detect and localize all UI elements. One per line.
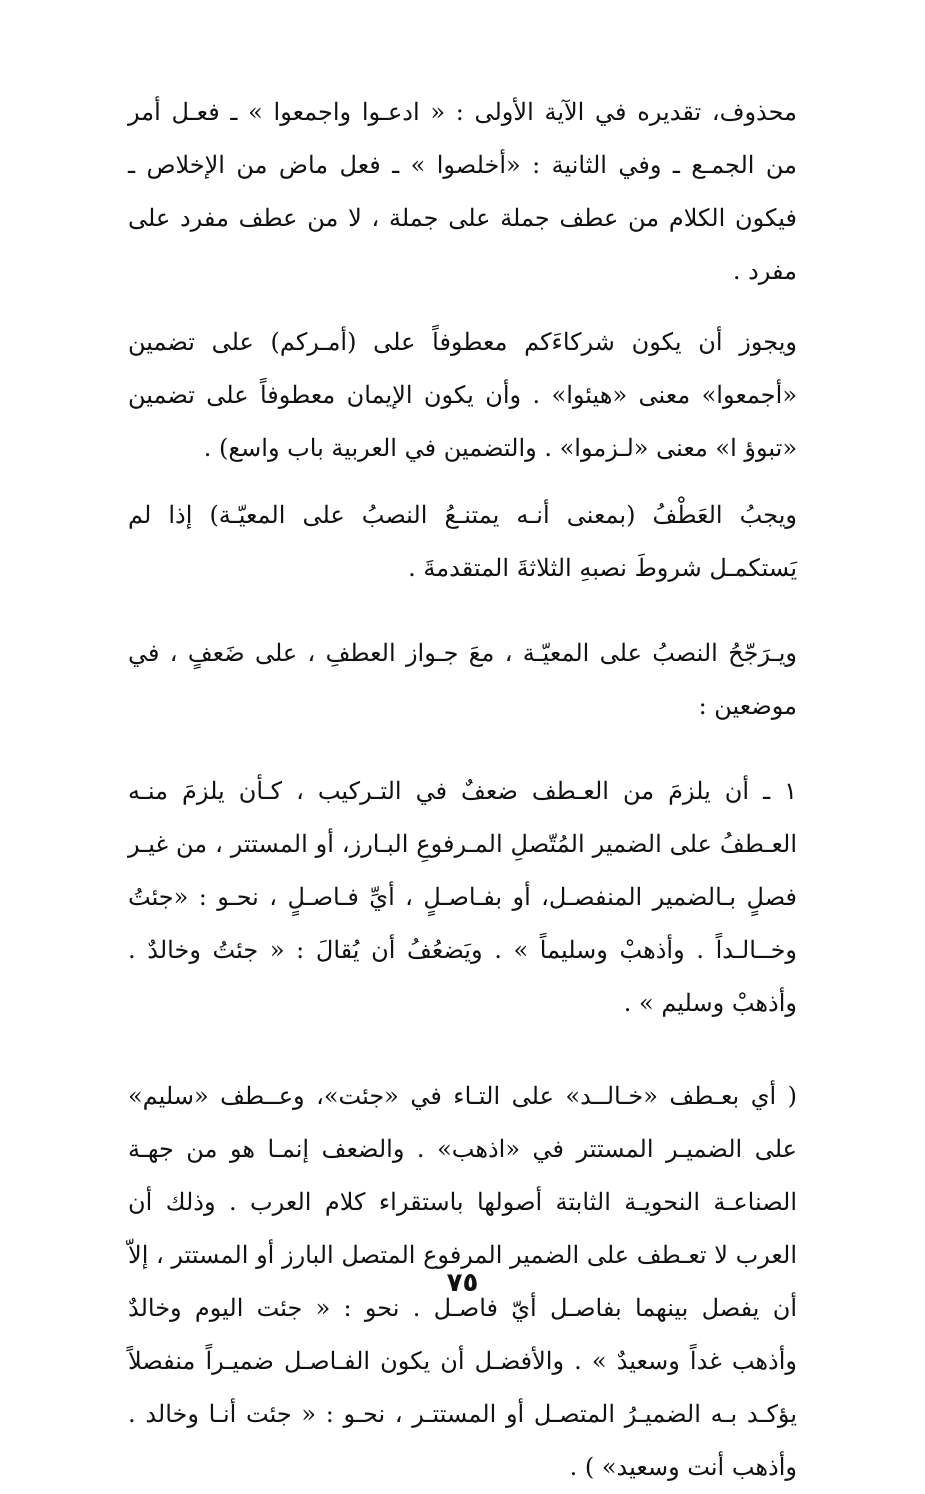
paragraph-5: ١ ـ أن يلزمَ من العـطف ضعفٌ في التـركيب ، كـأن يلزمَ منـه العـطفُ على الضمير المُتّصلِ المـرفوعِ البـارز، أو المستتر ، من غيـر فصلٍ بـالضمير المنفصـل، أو بفـاصـلٍ ، أيِّ فـاصـلٍ ، نحـو : «جئتُ وخــالـداً . وأذهبْ وسليماً » . ويَضعُفُ أن يُقالَ : « جئتُ وخالدٌ . وأذهبْ وسليم » .	[128, 777, 797, 1017]
page-number: ٧٥	[446, 1268, 479, 1298]
paragraph-6: ( أي بعـطف «خـالــد» على التـاء في «جئت»، وعــطف «سليم» على الضميـر المستتر في «اذهب» . والضعف إنمـا هو من جهـة الصناعـة النحويـة الثابتة أصولها باستقراء كلام العرب . وذلك أن العرب لا تعـطف على الضمير المرفوع المتصل البارز أو المستتر ، إلاّ أن يفصل بينهما بفاصـل أيّ فاصـل . نحو : « جئت اليوم وخالدٌ وأذهب غداً وسعيدٌ » . والأفضـل أن يكون الفـاصـل ضميـراً منفصلاً يؤكـد بـه الضميـرُ المتصـل أو المستتـر ، نحـو : « جئت أنـا وخالد . وأذهب أنت وسعيد» ) .	[128, 1082, 797, 1481]
page-body	[128, 86, 798, 1481]
paragraph-1: محذوف، تقديره في الآية الأولى : « ادعـوا واجمعوا » ـ فعـل أمر من الجمـع ـ وفي الثانية : «أخلصوا » ـ فعل ماض من الإخلاص ـ فيكون الكلام من عطف جملة على جملة ، لا من عطف مفرد على مفرد .	[128, 98, 798, 285]
paragraph-2: ويجوز أن يكون شركاءَكم معطوفاً على (أمـركم) على تضمين «أجمعوا» معنى «هيئوا» . وأن يكون الإيمان معطوفاً على تضمين «تبوؤ ا» معنى «لـزموا» . والتضمين في العربية باب واسع) .	[128, 328, 797, 462]
paragraph-4: ويـرَجّحُ النصبُ على المعيّـة ، معَ جـواز العطفِ ، على ضَعفٍ ، في موضعين :	[128, 639, 797, 720]
paragraph-3: ويجبُ العَطْفُ (بمعنى أنـه يمتنـعُ النصبُ على المعيّـة) إذا لم يَستكمـل شروطَ نصبهِ الثلاثةَ المتقدمةَ .	[128, 501, 797, 582]
